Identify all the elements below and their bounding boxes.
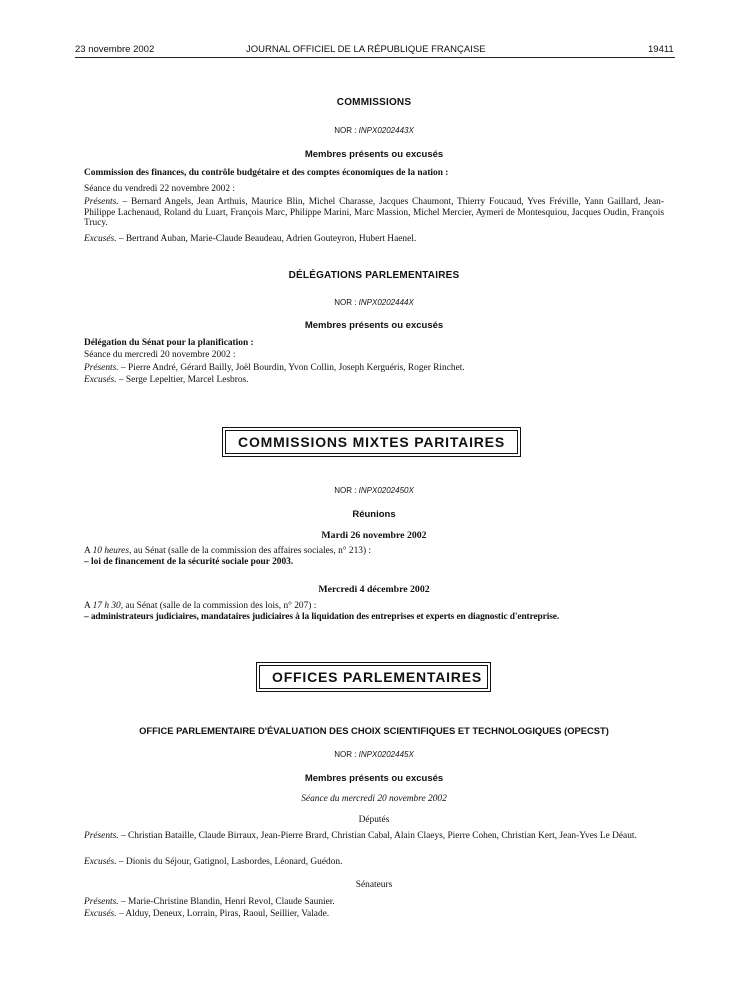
presents-commissions: Présents. – Bernard Angels, Jean Arthuis, Maurice Blin, Michel Charasse, Jacques Chaumont, Thierry Foucaud, Yves Fréville, Yann Gaillard, Jean-Philippe Lachenaud, Roland du Luart, François Marc, Philippe Marini, Marc Massion, Michel Mercier, Aymeri de Montesquiou, Jacques Oudin, François Trucy. xyxy=(84,197,664,229)
excuses-deputes: Excusés. – Dionis du Séjour, Gatignol, Lasbordes, Léonard, Guédon. xyxy=(84,857,343,867)
day-2-place: A 17 h 30, au Sénat (salle de la commission des lois, n° 207) : xyxy=(84,601,317,611)
delegation-name: Délégation du Sénat pour la planification : xyxy=(84,338,254,348)
nor-delegations: NOR : INPX0202444X xyxy=(334,298,414,307)
day-2: Mercredi 4 décembre 2002 xyxy=(318,584,430,595)
presents-senateurs: Présents. – Marie-Christine Blandin, Henri Revol, Claude Saunier. xyxy=(84,897,335,907)
page-number: 19411 xyxy=(648,44,674,55)
section-title-cmp: COMMISSIONS MIXTES PARITAIRES xyxy=(225,430,518,454)
nor-offices: NOR : INPX0202445X xyxy=(334,750,414,759)
section-title-delegations: DÉLÉGATIONS PARLEMENTAIRES xyxy=(288,270,460,281)
day-1: Mardi 26 novembre 2002 xyxy=(321,530,427,541)
excuses-commissions: Excusés. – Bertrand Auban, Marie-Claude Beaudeau, Adrien Gouteyron, Hubert Haenel. xyxy=(84,234,417,244)
presents-delegations: Présents. – Pierre André, Gérard Bailly, Joël Bourdin, Yvon Collin, Joseph Kerguéris, Roger Rinchet. xyxy=(84,363,465,373)
section-box-offices xyxy=(256,662,491,692)
subtitle-commissions: Membres présents ou excusés xyxy=(304,149,444,160)
journal-title: JOURNAL OFFICIEL DE LA RÉPUBLIQUE FRANÇAISE xyxy=(246,44,486,55)
section-box-cmp xyxy=(222,427,521,457)
nor-commissions: NOR : INPX0202443X xyxy=(334,126,414,135)
subtitle-offices: Membres présents ou excusés xyxy=(304,773,444,784)
subtitle-cmp: Réunions xyxy=(352,509,396,520)
day-1-place: A 10 heures, au Sénat (salle de la commission des affaires sociales, n° 213) : xyxy=(84,546,372,556)
subtitle-delegations: Membres présents ou excusés xyxy=(304,320,444,331)
seance-offices: Séance du mercredi 20 novembre 2002 xyxy=(301,794,447,804)
day-1-item: – loi de financement de la sécurité sociale pour 2003. xyxy=(84,557,294,567)
section-title-offices: OFFICES PARLEMENTAIRES xyxy=(259,665,488,689)
commission-name: Commission des finances, du contrôle budgétaire et des comptes économiques de la nation : xyxy=(84,168,449,178)
header-rule xyxy=(75,57,675,58)
section-title-commissions: COMMISSIONS xyxy=(336,97,412,108)
seance-commissions: Séance du vendredi 22 novembre 2002 : xyxy=(84,184,235,194)
day-2-item: – administrateurs judiciaires, mandataires judiciaires à la liquidation des entreprises et experts en diagnostic d'entreprise. xyxy=(84,612,560,622)
senateurs-heading: Sénateurs xyxy=(355,880,393,890)
presents-deputes: Présents. – Christian Bataille, Claude Birraux, Jean-Pierre Brard, Christian Cabal, Alain Claeys, Pierre Cohen, Christian Kert, Jean-Yves Le Déaut. xyxy=(84,831,637,841)
office-title: OFFICE PARLEMENTAIRE D'ÉVALUATION DES CHOIX SCIENTIFIQUES ET TECHNOLOGIQUES (OPECST) xyxy=(139,725,609,736)
deputes-heading: Députés xyxy=(358,815,390,825)
header-date: 23 novembre 2002 xyxy=(75,44,155,55)
seance-delegations: Séance du mercredi 20 novembre 2002 : xyxy=(84,350,236,360)
nor-cmp: NOR : INPX0202450X xyxy=(334,486,414,495)
excuses-senateurs: Excusés. – Alduy, Deneux, Lorrain, Piras, Raoul, Seillier, Valade. xyxy=(84,909,330,919)
excuses-delegations: Excusés. – Serge Lepeltier, Marcel Lesbros. xyxy=(84,375,249,385)
